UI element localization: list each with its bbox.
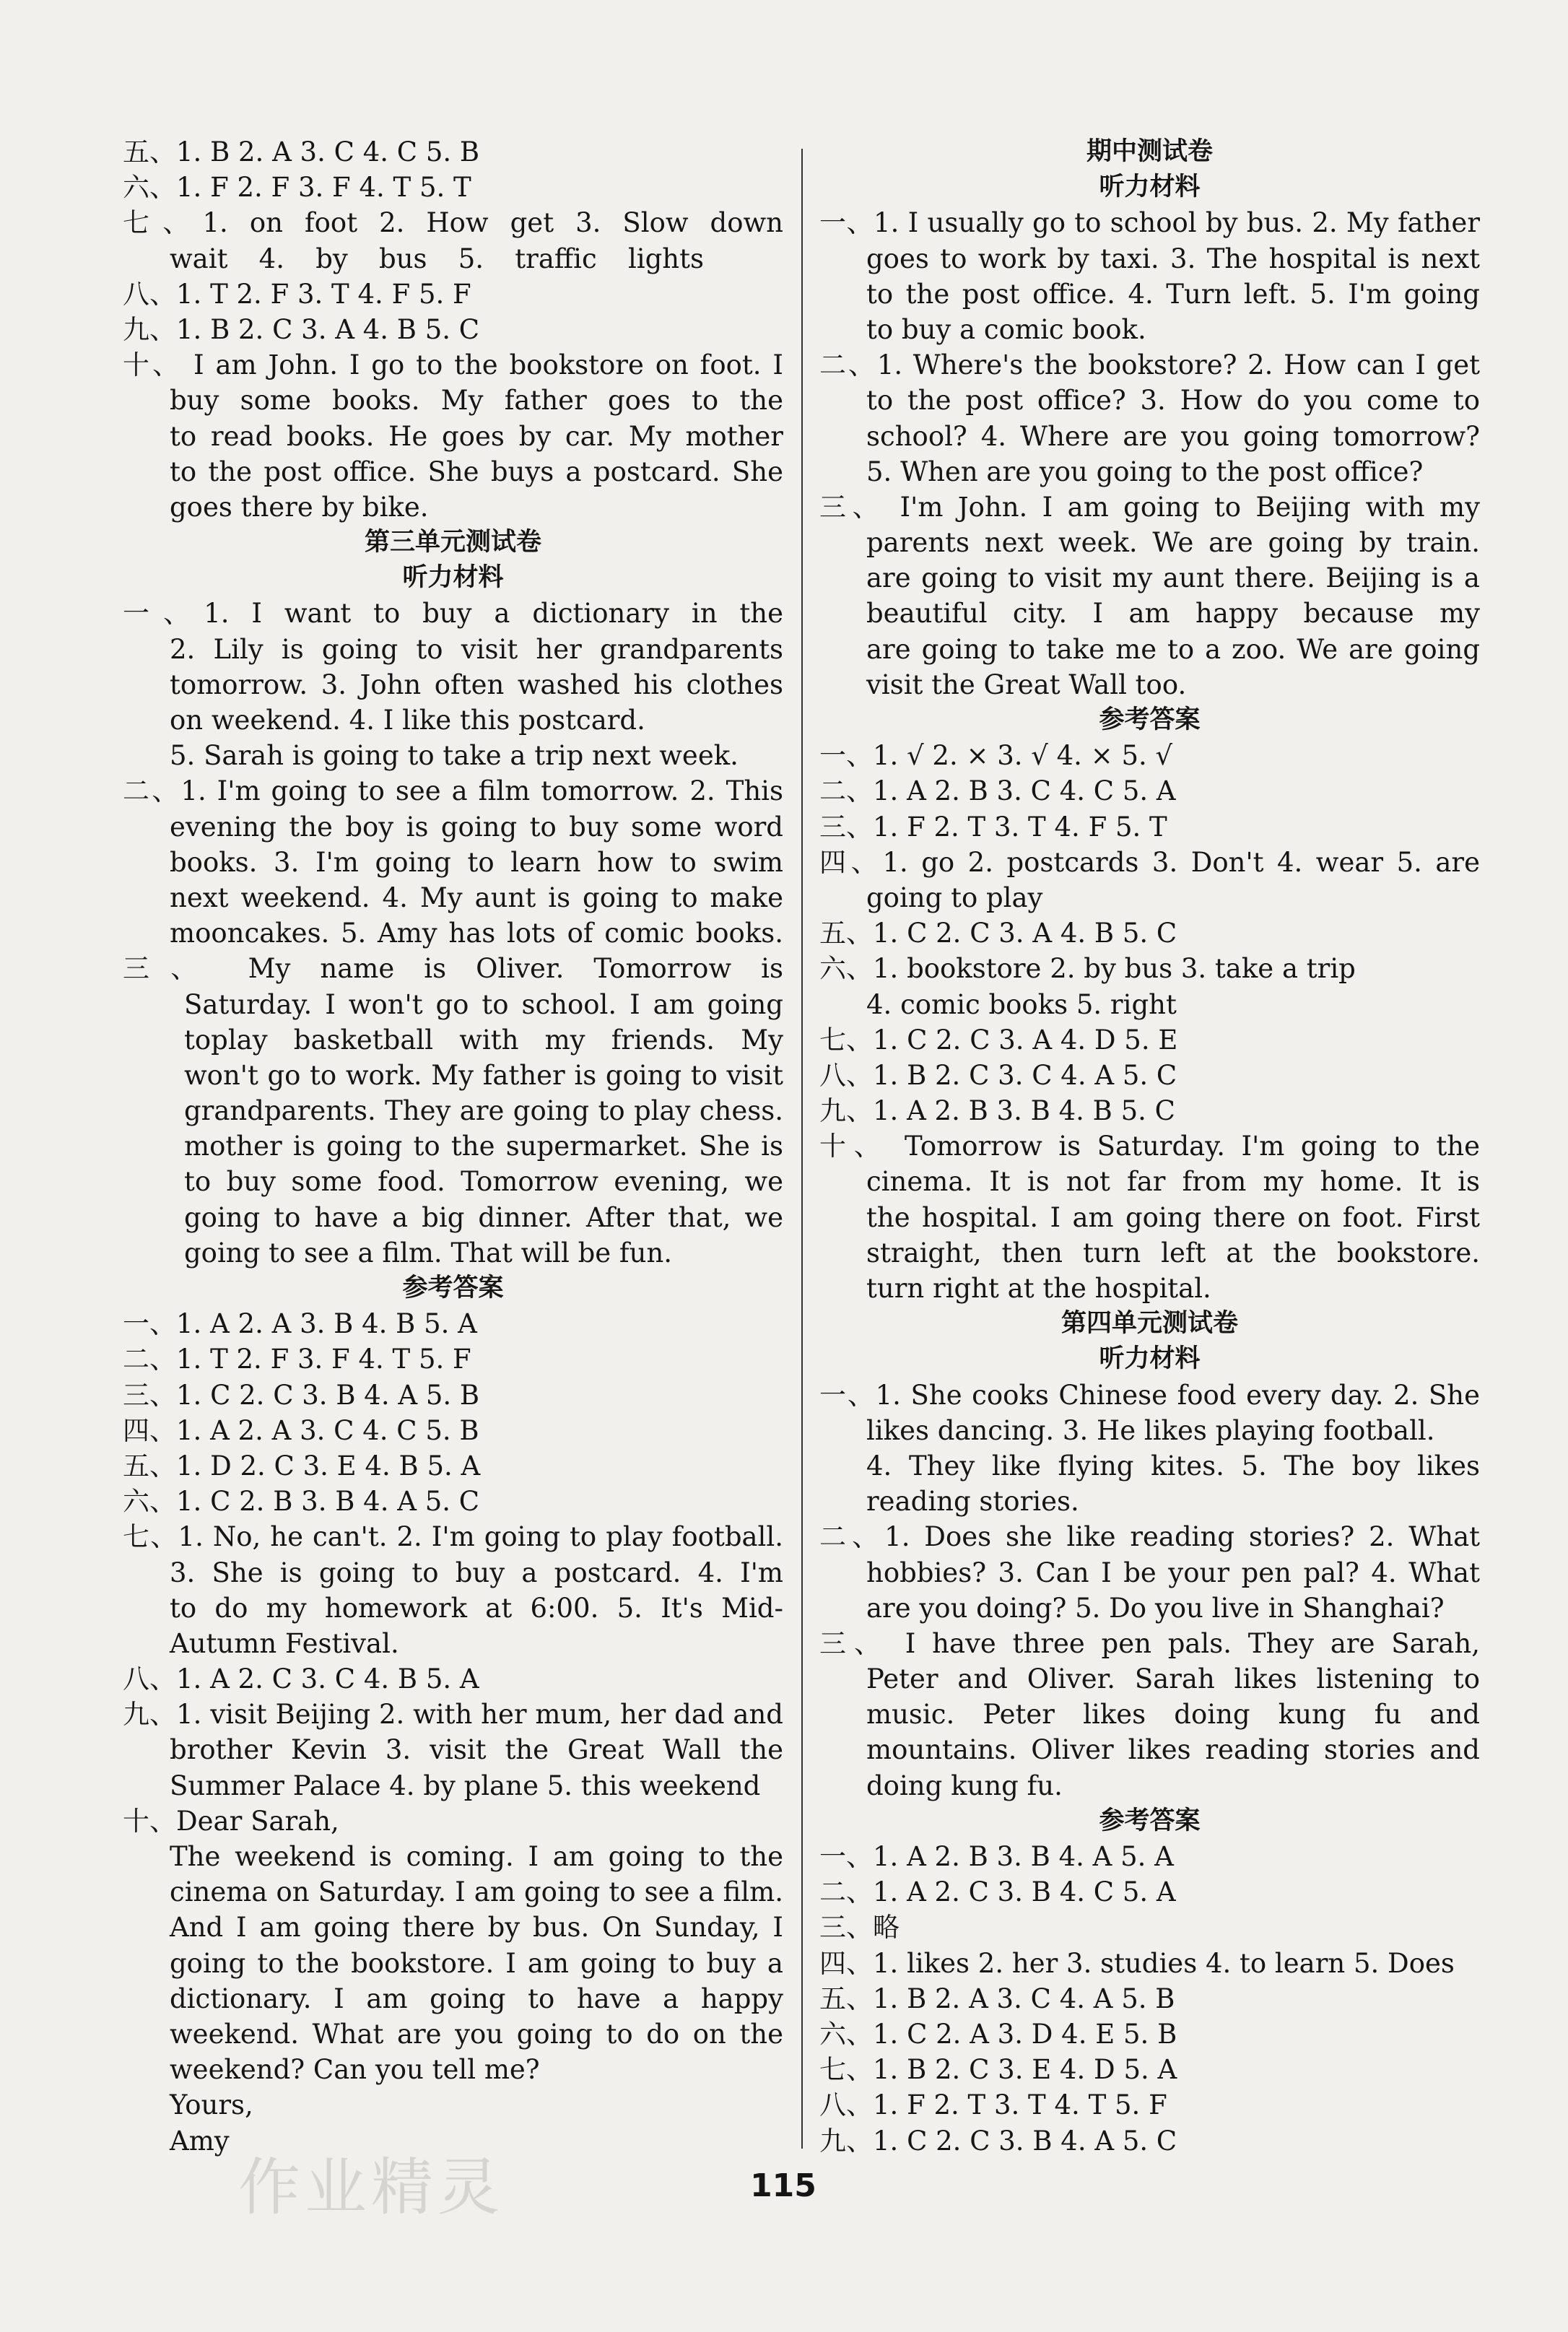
text-line: 一、1. I want to buy a dictionary in the <box>123 598 783 630</box>
left-column <box>123 134 783 2159</box>
answer-line: 一、1. √ 2. × 3. √ 4. × 5. √ <box>819 740 1173 772</box>
text-line: books. 3. I'm going to learn how to swim <box>170 846 783 878</box>
text-line: to the post office? 3. How do you come to <box>866 385 1480 417</box>
text-line: turn right at the hospital. <box>866 1273 1211 1304</box>
text-line: weekend. What are you going to do on the <box>170 2018 783 2050</box>
answer-line: 八、1. B 2. C 3. C 4. A 5. C <box>819 1059 1177 1091</box>
right-column <box>819 134 1480 2159</box>
answer-line: 六、1. bookstore 2. by bus 3. take a trip <box>819 953 1356 985</box>
section-subtitle: 参考答案 <box>402 1274 504 1302</box>
answer-line: 二、1. A 2. C 3. B 4. C 5. A <box>819 1876 1176 1908</box>
text-line: mother is going to the supermarket. She is <box>184 1131 783 1162</box>
text-line: to the post office. She buys a postcard. She <box>170 456 783 487</box>
text-line: 5. Sarah is going to take a trip next week. <box>170 740 739 772</box>
text-line: going to see a film. That will be fun. <box>184 1237 673 1269</box>
text-line: doing kung fu. <box>866 1770 1063 1801</box>
text-line: 十、 I am John. I go to the bookstore on foot. I <box>123 349 783 381</box>
section-subtitle: 听力材料 <box>1099 173 1201 202</box>
text-line: 三、 I'm John. I am going to Beijing with my <box>819 491 1480 523</box>
answer-line: 七、1. No, he can't. 2. I'm going to play football. <box>123 1521 783 1553</box>
text-line: next weekend. 4. My aunt is going to make <box>170 882 783 913</box>
section-subtitle: 参考答案 <box>1099 1806 1201 1835</box>
text-line: 一、1. I usually go to school by bus. 2. My father <box>819 207 1480 239</box>
answer-line: 八、1. T 2. F 3. T 4. F 5. F <box>123 278 471 310</box>
section-title: 期中测试卷 <box>1086 137 1213 166</box>
text-line: Peter and Oliver. Sarah likes listening to <box>866 1663 1480 1695</box>
text-line: cinema on Saturday. I am going to see a film. <box>170 1876 783 1908</box>
text-line: And I am going there by bus. On Sunday, I <box>170 1912 783 1944</box>
text-line: cinema. It is not far from my home. It is <box>866 1166 1480 1198</box>
answer-line: 九、1. C 2. C 3. B 4. A 5. C <box>819 2125 1177 2157</box>
section-title: 第三单元测试卷 <box>364 528 541 557</box>
text-line: 三、 I have three pen pals. They are Sarah, <box>819 1627 1480 1659</box>
text-line: on weekend. 4. I like this postcard. <box>170 705 645 736</box>
text-line: to buy a comic book. <box>866 313 1146 345</box>
answer-line: 九、1. B 2. C 3. A 4. B 5. C <box>123 313 480 345</box>
text-line: likes dancing. 3. He likes playing football. <box>866 1414 1435 1446</box>
text-line: the hospital. I am going there on foot. First <box>866 1201 1480 1233</box>
text-line: Yours, <box>170 2089 253 2121</box>
text-line: 二、1. Where's the bookstore? 2. How can I get <box>819 349 1480 381</box>
text-line: are you doing? 5. Do you live in Shanghai? <box>866 1592 1445 1624</box>
text-line: going to the bookstore. I am going to buy a <box>170 1947 783 1979</box>
text-line: 十、Dear Sarah, <box>123 1805 339 1837</box>
section-subtitle: 参考答案 <box>1099 705 1201 734</box>
answer-line: to do my homework at 6:00. 5. It's Mid- <box>170 1592 783 1624</box>
answer-line: 六、1. C 2. A 3. D 4. E 5. B <box>819 2018 1177 2050</box>
answer-line: 七、1. B 2. C 3. E 4. D 5. A <box>819 2054 1177 2086</box>
text-line: tomorrow. 3. John often washed his clothes <box>170 669 783 700</box>
page-number: 115 <box>750 2167 816 2204</box>
answer-line: 四、1. likes 2. her 3. studies 4. to learn 5. Does <box>819 1947 1455 1979</box>
watermark: 作业精灵 <box>238 2152 504 2224</box>
answer-line: 三、1. C 2. C 3. B 4. A 5. B <box>123 1379 480 1411</box>
text-line: mooncakes. 5. Amy has lots of comic books. <box>170 918 783 949</box>
answer-line: 五、1. B 2. A 3. C 4. C 5. B <box>123 136 480 167</box>
text-line: 2. Lily is going to visit her grandparents <box>170 633 783 665</box>
text-line: 十、 Tomorrow is Saturday. I'm going to the <box>819 1131 1480 1162</box>
text-line: 4. They like flying kites. 5. The boy likes <box>866 1450 1480 1482</box>
answer-line: 八、1. F 2. T 3. T 4. T 5. F <box>819 2089 1167 2121</box>
answer-line: 四、1. A 2. A 3. C 4. C 5. B <box>123 1414 479 1446</box>
text-line: school? 4. Where are you going tomorrow? <box>866 420 1480 452</box>
answer-line: 八、1. A 2. C 3. C 4. B 5. A <box>123 1663 479 1695</box>
text-line: visit the Great Wall too. <box>866 669 1187 700</box>
text-line: to buy some food. Tomorrow evening, we <box>184 1166 783 1198</box>
text-line: reading stories. <box>866 1486 1079 1518</box>
column-divider <box>801 149 803 2149</box>
answer-line: 六、1. F 2. F 3. F 4. T 5. T <box>123 172 471 204</box>
text-line: 二、1. Does she like reading stories? 2. What <box>819 1521 1480 1553</box>
answer-line: 六、1. C 2. B 3. B 4. A 5. C <box>123 1486 480 1518</box>
text-line: 一、1. She cooks Chinese food every day. 2. She <box>819 1379 1480 1411</box>
answer-line: Summer Palace 4. by plane 5. this weekend <box>170 1770 761 1801</box>
answer-line: 九、1. visit Beijing 2. with her mum, her dad and <box>123 1699 783 1731</box>
answer-line: 七、1. C 2. C 3. A 4. D 5. E <box>819 1024 1178 1056</box>
answer-line: 七、1. on foot 2. How get 3. Slow down <box>123 207 783 239</box>
text-line: beautiful city. I am happy because my <box>866 598 1480 630</box>
text-line: straight, then turn left at the bookstore. <box>866 1237 1480 1269</box>
text-line: 二、1. I'm going to see a film tomorrow. 2. This <box>123 775 783 807</box>
answer-line: 五、1. B 2. A 3. C 4. A 5. B <box>819 1983 1175 2014</box>
text-line: buy some books. My father goes to the <box>170 385 783 417</box>
text-line: goes there by bike. <box>170 491 429 523</box>
answer-line: 3. She is going to buy a postcard. 4. I'm <box>170 1557 783 1588</box>
text-line: parents next week. We are going by train. <box>866 527 1480 559</box>
text-line: are going to take me to a zoo. We are going <box>866 633 1480 665</box>
text-line: to the post office. 4. Turn left. 5. I'm going <box>866 278 1480 310</box>
text-line: goes to work by taxi. 3. The hospital is next <box>866 243 1480 274</box>
text-line: evening the boy is going to buy some word <box>170 811 783 843</box>
answer-line: 4. comic books 5. right <box>866 988 1177 1020</box>
answer-line: 九、1. A 2. B 3. B 4. B 5. C <box>819 1095 1175 1127</box>
answer-line: Autumn Festival. <box>170 1627 399 1659</box>
answer-line: 五、1. C 2. C 3. A 4. B 5. C <box>819 918 1177 949</box>
text-line: 5. When are you going to the post office? <box>866 456 1424 487</box>
text-line: to read books. He goes by car. My mother <box>170 420 783 452</box>
text-line: Saturday. I won't go to school. I am going <box>184 988 783 1020</box>
page-content <box>123 134 1480 2214</box>
text-line: music. Peter likes doing kung fu and <box>866 1699 1480 1731</box>
text-line: 三、 My name is Oliver. Tomorrow is <box>123 953 783 985</box>
answer-line: 三、略 <box>819 1912 900 1944</box>
text-line: mountains. Oliver likes reading stories and <box>866 1734 1480 1766</box>
answer-line: 二、1. A 2. B 3. C 4. C 5. A <box>819 775 1176 807</box>
section-subtitle: 听力材料 <box>1099 1344 1201 1374</box>
text-line: hobbies? 3. Can I be your pen pal? 4. What <box>866 1557 1480 1588</box>
text-line: going to have a big dinner. After that, we <box>184 1201 783 1233</box>
answer-line: 一、1. A 2. B 3. B 4. A 5. A <box>819 1841 1174 1872</box>
answer-line: wait 4. by bus 5. traffic lights <box>170 243 704 274</box>
text-line: The weekend is coming. I am going to the <box>170 1841 783 1872</box>
answer-line: 五、1. D 2. C 3. E 4. B 5. A <box>123 1450 481 1482</box>
text-line: Amy <box>170 2125 230 2157</box>
text-line: are going to visit my aunt there. Beijing is a <box>866 562 1480 594</box>
text-line: grandparents. They are going to play chess. <box>184 1095 783 1127</box>
text-line: toplay basketball with my friends. My <box>184 1024 783 1056</box>
answer-line: going to play <box>866 882 1043 913</box>
text-line: dictionary. I am going to have a happy <box>170 1983 783 2014</box>
answer-line: brother Kevin 3. visit the Great Wall the <box>170 1734 783 1766</box>
text-line: won't go to work. My father is going to visit <box>184 1059 783 1091</box>
answer-line: 四、1. go 2. postcards 3. Don't 4. wear 5. are <box>819 846 1480 878</box>
answer-line: 二、1. T 2. F 3. F 4. T 5. F <box>123 1344 471 1375</box>
answer-line: 三、1. F 2. T 3. T 4. F 5. T <box>819 811 1167 843</box>
answer-line: 一、1. A 2. A 3. B 4. B 5. A <box>123 1308 477 1340</box>
section-subtitle: 听力材料 <box>402 563 504 593</box>
text-line: weekend? Can you tell me? <box>170 2054 540 2086</box>
section-title: 第四单元测试卷 <box>1060 1309 1238 1339</box>
